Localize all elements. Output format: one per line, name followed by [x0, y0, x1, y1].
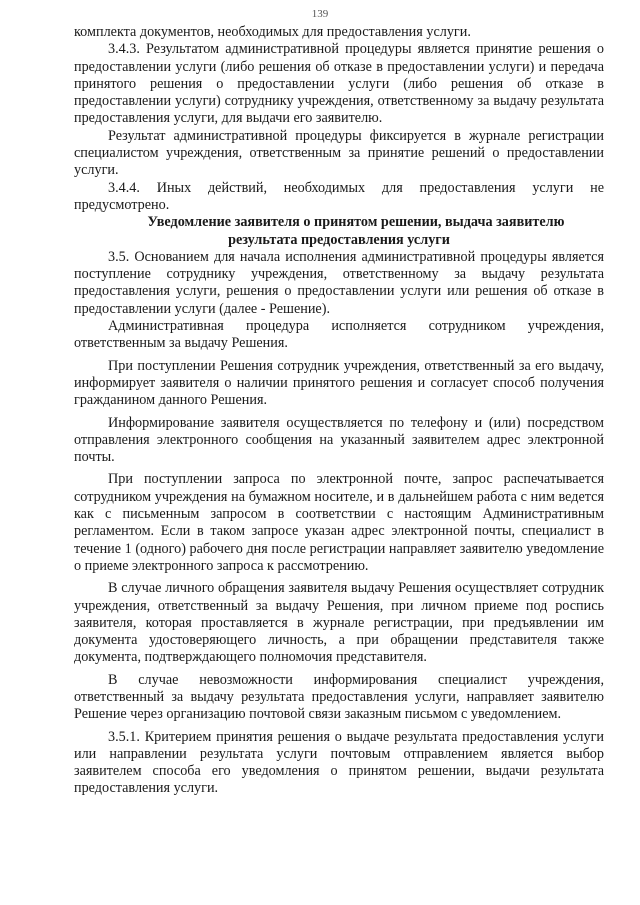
document-body	[74, 24, 604, 798]
paragraph: Информирование заявителя осуществляется по телефону и (или) посредством отправления электронного сообщения на указанный заявителем адрес электронной почты.	[74, 414, 604, 466]
paragraph: При поступлении запроса по электронной почте, запрос распечатывается сотрудником учреждения на бумажном носителе, и в дальнейшем работа с ним ведется как с письменным запросом в соответствии с настоящим Административным регламентом. Если в таком запросе указан адрес электронной почты, специалист в течение 1 (одного) рабочего дня после регистрации направляет заявителю уведомление о приеме электронного запроса к рассмотрению.	[74, 471, 604, 574]
paragraph: комплекта документов, необходимых для предоставления услуги.	[74, 24, 471, 40]
page-number: 139	[311, 8, 329, 20]
paragraph: 3.5. Основанием для начала исполнения административной процедуры является поступление сотруднику учреждения, ответственному за выдачу результата предоставления услуги, решения о предоставлении услуги или решения об отказе в предоставлении услуги (далее - Решение).	[74, 248, 604, 317]
paragraph: 3.4.4. Иных действий, необходимых для предоставления услуги не предусмотрено.	[74, 179, 604, 213]
paragraph: При поступлении Решения сотрудник учреждения, ответственный за его выдачу, информирует заявителя о наличии принятого решения и согласует способ получения гражданином данного Решения.	[74, 357, 604, 409]
paragraph: Административная процедура исполняется сотрудником учреждения, ответственным за выдачу Решения.	[74, 318, 604, 352]
section-heading: Уведомление заявителя о принятом решении, выдача заявителю результата предоставления услуги	[147, 214, 565, 248]
paragraph: 3.5.1. Критерием принятия решения о выдаче результата предоставления услуги или направлении результата услуги почтовым отправлением является выбор заявителем способа его уведомления о принятом решении, выдачи результата предоставления услуги.	[74, 728, 604, 797]
paragraph: В случае личного обращения заявителя выдачу Решения осуществляет сотрудник учреждения, ответственный за выдачу Решения, при личном приеме под роспись заявителя, которая проставляется в журнале регистрации, при предъявлении им документа удостоверяющего личность, а при обращении представителя также документа, подтверждающего полномочия представителя.	[74, 580, 604, 666]
paragraph: Результат административной процедуры фиксируется в журнале регистрации специалистом учреждения, ответственным за принятие решений о предоставлении услуги.	[74, 127, 604, 179]
paragraph: В случае невозможности информирования специалист учреждения, ответственный за выдачу результата предоставления услуги, направляет заявителю Решение через организацию почтовой связи заказным письмом с уведомлением.	[74, 671, 604, 723]
paragraph: 3.4.3. Результатом административной процедуры является принятие решения о предоставлении услуги (либо решения об отказе в предоставлении услуги) и передача принятого решения о предоставлении услуги (либо решения об отказе в предоставлении услуги) сотруднику учреждения, ответственному за выдачу результата предоставления услуги, для выдачи его заявителю.	[74, 41, 604, 127]
